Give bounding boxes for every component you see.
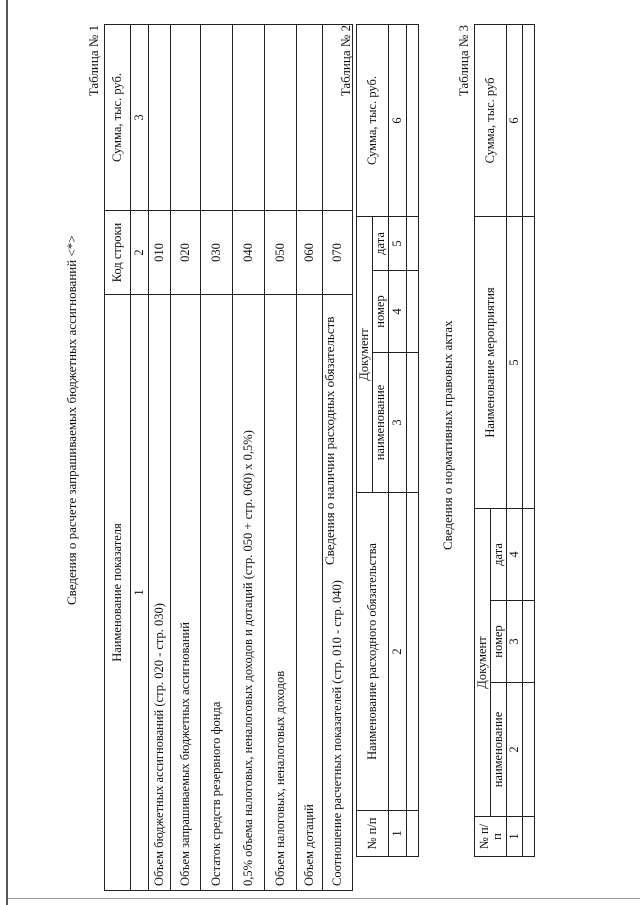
table3-colnum: 4 — [507, 508, 523, 600]
table1-header-name: Наименование показателя — [105, 295, 131, 891]
table-row — [149, 25, 171, 891]
table3-colnum: 1 — [507, 817, 523, 857]
table3-header-doc-name: наименование — [491, 683, 507, 817]
table2-colnum: 2 — [389, 493, 407, 811]
table2-colnum: 4 — [389, 271, 407, 353]
table3-label: Таблица № 3 — [456, 25, 471, 97]
table3-header-event: Наименование мероприятия — [475, 216, 507, 508]
table-row — [201, 25, 233, 891]
table3-header-doc-date: дата — [491, 508, 507, 600]
table2-header-num: № п/п — [357, 811, 389, 857]
table1-colnum: 2 — [131, 211, 149, 295]
table3-colnum: 3 — [507, 601, 523, 683]
table2-colnum: 5 — [389, 216, 407, 270]
row-sum — [171, 25, 201, 211]
table-row — [233, 25, 265, 891]
table3-title: Сведения о нормативных правовых актах — [440, 320, 455, 550]
row-name: Остаток средств резервного фонда — [201, 295, 233, 891]
table3 — [474, 24, 535, 857]
row-code: 070 — [323, 211, 353, 295]
row-name: Объем бюджетных ассигнований (стр. 020 - стр. 030) — [149, 295, 171, 891]
table3-header-doc-number: номер — [491, 601, 507, 683]
row-name: Объем запрашиваемых бюджетных ассигнований — [171, 295, 201, 891]
table3-colnum: 5 — [507, 216, 523, 508]
table2-header-doc-name: наименование — [373, 353, 389, 493]
table2-header-name: Наименование расходного обязательства — [357, 493, 389, 811]
table1-title: Сведения о расчете запрашиваемых бюджетных ассигнований <*> — [64, 235, 79, 605]
row-code: 050 — [265, 211, 297, 295]
row-code: 040 — [233, 211, 265, 295]
table2-colnum: 1 — [389, 811, 407, 857]
table1-header-sum: Сумма, тыс. руб. — [105, 25, 131, 211]
row-code: 020 — [171, 211, 201, 295]
table-row — [171, 25, 201, 891]
row-sum — [297, 25, 323, 211]
table3-header-num: № п/п — [475, 817, 507, 857]
table-row — [407, 24, 419, 856]
row-code: 010 — [149, 211, 171, 295]
row-name: Соотношение расчетных показателей (стр. 010 - стр. 040) — [323, 295, 353, 891]
table2-header-sum: Сумма, тыс. руб. — [357, 24, 389, 216]
row-sum — [233, 25, 265, 211]
row-name: Объем налоговых, неналоговых доходов — [265, 295, 297, 891]
table2-colnum: 3 — [389, 353, 407, 493]
table1-colnum: 3 — [131, 25, 149, 211]
table-row — [297, 25, 323, 891]
table-row — [523, 24, 535, 856]
table1-label: Таблица № 1 — [86, 25, 101, 97]
row-sum — [265, 25, 297, 211]
row-sum — [201, 25, 233, 211]
table3-header-sum: Сумма, тыс. руб — [475, 24, 507, 216]
row-name: 0,5% объема налоговых, неналоговых доходов и дотаций (стр. 050 + стр. 060) х 0,5%) — [233, 295, 265, 891]
table3-header-document: Документ — [475, 508, 491, 816]
row-code: 030 — [201, 211, 233, 295]
table2-title: Сведения о наличии расходных обязательств — [322, 316, 337, 565]
table3-colnum: 2 — [507, 683, 523, 817]
table2-colnum: 6 — [389, 24, 407, 216]
table2-header-doc-number: номер — [373, 271, 389, 353]
row-sum — [149, 25, 171, 211]
table2-header-document: Документ — [357, 216, 373, 492]
table3-colnum: 6 — [507, 24, 523, 216]
table1 — [104, 24, 353, 891]
table2-header-doc-date: дата — [373, 216, 389, 270]
table1-header-code: Код строки — [105, 211, 131, 295]
row-name: Объем дотаций — [297, 295, 323, 891]
table1-colnum: 1 — [131, 295, 149, 891]
row-code: 060 — [297, 211, 323, 295]
table2-label: Таблица № 2 — [338, 25, 353, 97]
table2 — [356, 24, 419, 857]
table-row — [265, 25, 297, 891]
